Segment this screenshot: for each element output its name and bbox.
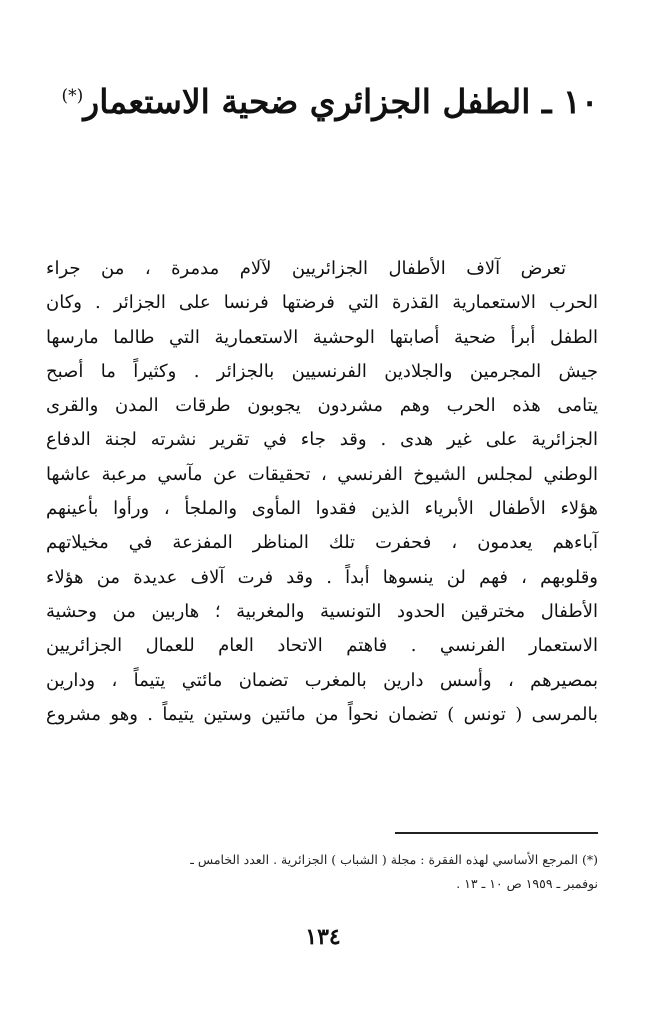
text-line: الأطفال مخترقين الحدود التونسية والمغربية ؛ هاربين من وحشية <box>46 600 598 622</box>
page-number: ١٣٤ <box>305 924 341 950</box>
text-line: الوطني لمجلس الشيوخ الفرنسي ، تحقيقات عن مآسي مرعبة عاشها <box>46 463 598 485</box>
text-line: وقلوبهم ، فهم لن ينسوها أبداً . وقد فرت آلاف عديدة من هؤلاء <box>46 566 598 588</box>
body-paragraph <box>46 252 598 732</box>
text-line: الطفل أبرأ ضحية أصابتها الوحشية الاستعمارية التي طالما مارسها <box>46 326 598 348</box>
footnote-line: (*) المرجع الأساسي لهذه الفقرة : مجلة ( الشباب ) الجزائرية . العدد الخامس ـ <box>190 852 598 867</box>
text-line: هؤلاء الأطفال الأبرياء الذين فقدوا المأوى والملجأ ، ورأوا بأعينهم <box>46 498 598 520</box>
chapter-title <box>60 78 600 126</box>
text-line: الجزائرية على غير هدى . وقد جاء في تقرير نشرته لجنة الدفاع <box>46 429 598 451</box>
text-line: آباءهم يعدمون ، فحفرت تلك المناظر المفزعة في مخيلاتهم <box>46 532 598 554</box>
text-line: يتامى هذه الحرب وهم مشردون يجوبون طرقات المدن والقرى <box>46 395 598 417</box>
text-line: تعرض آلاف الأطفال الجزائريين لآلام مدمرة ، من جراء <box>46 258 566 279</box>
footnote-line: نوفمبر ـ ١٩٥٩ ص ١٠ ـ ١٣ . <box>456 876 598 891</box>
footnote-separator <box>395 832 598 834</box>
footnote <box>46 848 598 896</box>
text-line: بالمرسى ( تونس ) تضمان نحواً من مائتين وستين يتيماً . وهو مشروع <box>46 703 598 725</box>
chapter-title-text: ١٠ ـ الطفل الجزائري ضحية الاستعمار <box>83 82 599 121</box>
footnote-marker: (*) <box>61 86 84 106</box>
text-line: بمصيرهم ، وأسس دارين بالمغرب تضمان مائتي يتيماً ، ودارين <box>46 669 598 691</box>
text-line: جيش المجرمين والجلادين الفرنسيين بالجزائر . وكثيراً ما أصبح <box>46 360 598 382</box>
text-line: الاستعمار الفرنسي . فاهتم الاتحاد العام للعمال الجزائريين <box>46 635 598 657</box>
text-line: الحرب الاستعمارية القذرة التي فرضتها فرنسا على الجزائر . وكان <box>46 292 598 314</box>
